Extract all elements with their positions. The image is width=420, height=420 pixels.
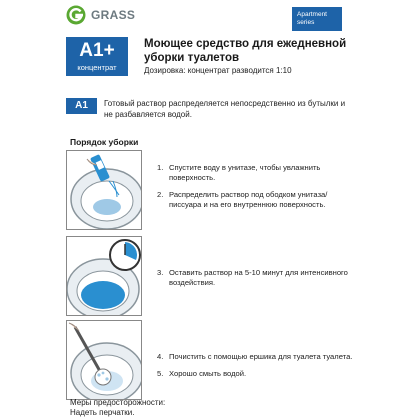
step-number: 2. (157, 190, 164, 199)
step-number: 3. (157, 268, 164, 277)
usage-text: Готовый раствор распределяется непосредственно из бутылки и не разбавляется водой. (104, 99, 346, 119)
precautions (70, 398, 165, 418)
brand-logo (66, 4, 135, 26)
series-line-2: series (297, 19, 315, 26)
list-item (157, 352, 357, 362)
step-number: 4. (157, 352, 164, 361)
toilet-timer-icon (66, 236, 142, 316)
list-item (157, 268, 357, 288)
step-group-1 (157, 163, 357, 217)
series-line-1: Apartment (297, 11, 327, 18)
step-text: Распределить раствор под ободком унитаза/писсуара и на его внутреннюю поверхность. (169, 190, 328, 209)
step-text: Хорошо смыть водой. (169, 369, 247, 378)
procedure-title: Порядок уборки (70, 137, 139, 147)
dosage-text: Дозировка: концентрат разводится 1:10 (144, 66, 292, 75)
toilet-spray-icon (66, 150, 142, 230)
step-text: Спустите воду в унитазе, чтобы увлажнить поверхность. (169, 163, 321, 182)
list-item (157, 369, 357, 379)
step-number: 1. (157, 163, 164, 172)
list-item (157, 190, 357, 210)
page-title: Моющее средство для ежедневной уборки туалетов (144, 38, 347, 64)
step-number: 5. (157, 369, 164, 378)
grass-logo-icon (66, 5, 86, 25)
toilet-brush-icon (66, 320, 142, 400)
brand-name: GRASS (91, 8, 136, 22)
product-code: A1+ (79, 40, 115, 61)
product-subtitle: концентрат (77, 63, 117, 72)
usage-badge: A1 (66, 98, 97, 114)
list-item (157, 163, 357, 183)
precautions-text: Надеть перчатки. (70, 408, 135, 417)
product-block (66, 37, 128, 76)
step-group-3 (157, 352, 357, 386)
series-badge (292, 7, 342, 31)
step-text: Оставить раствор на 5-10 минут для интенсивного воздействия. (169, 268, 348, 287)
step-group-2 (157, 268, 357, 295)
step-text: Почистить с помощью ершика для туалета туалета. (169, 352, 353, 361)
precautions-heading: Меры предосторожности: (70, 398, 166, 407)
